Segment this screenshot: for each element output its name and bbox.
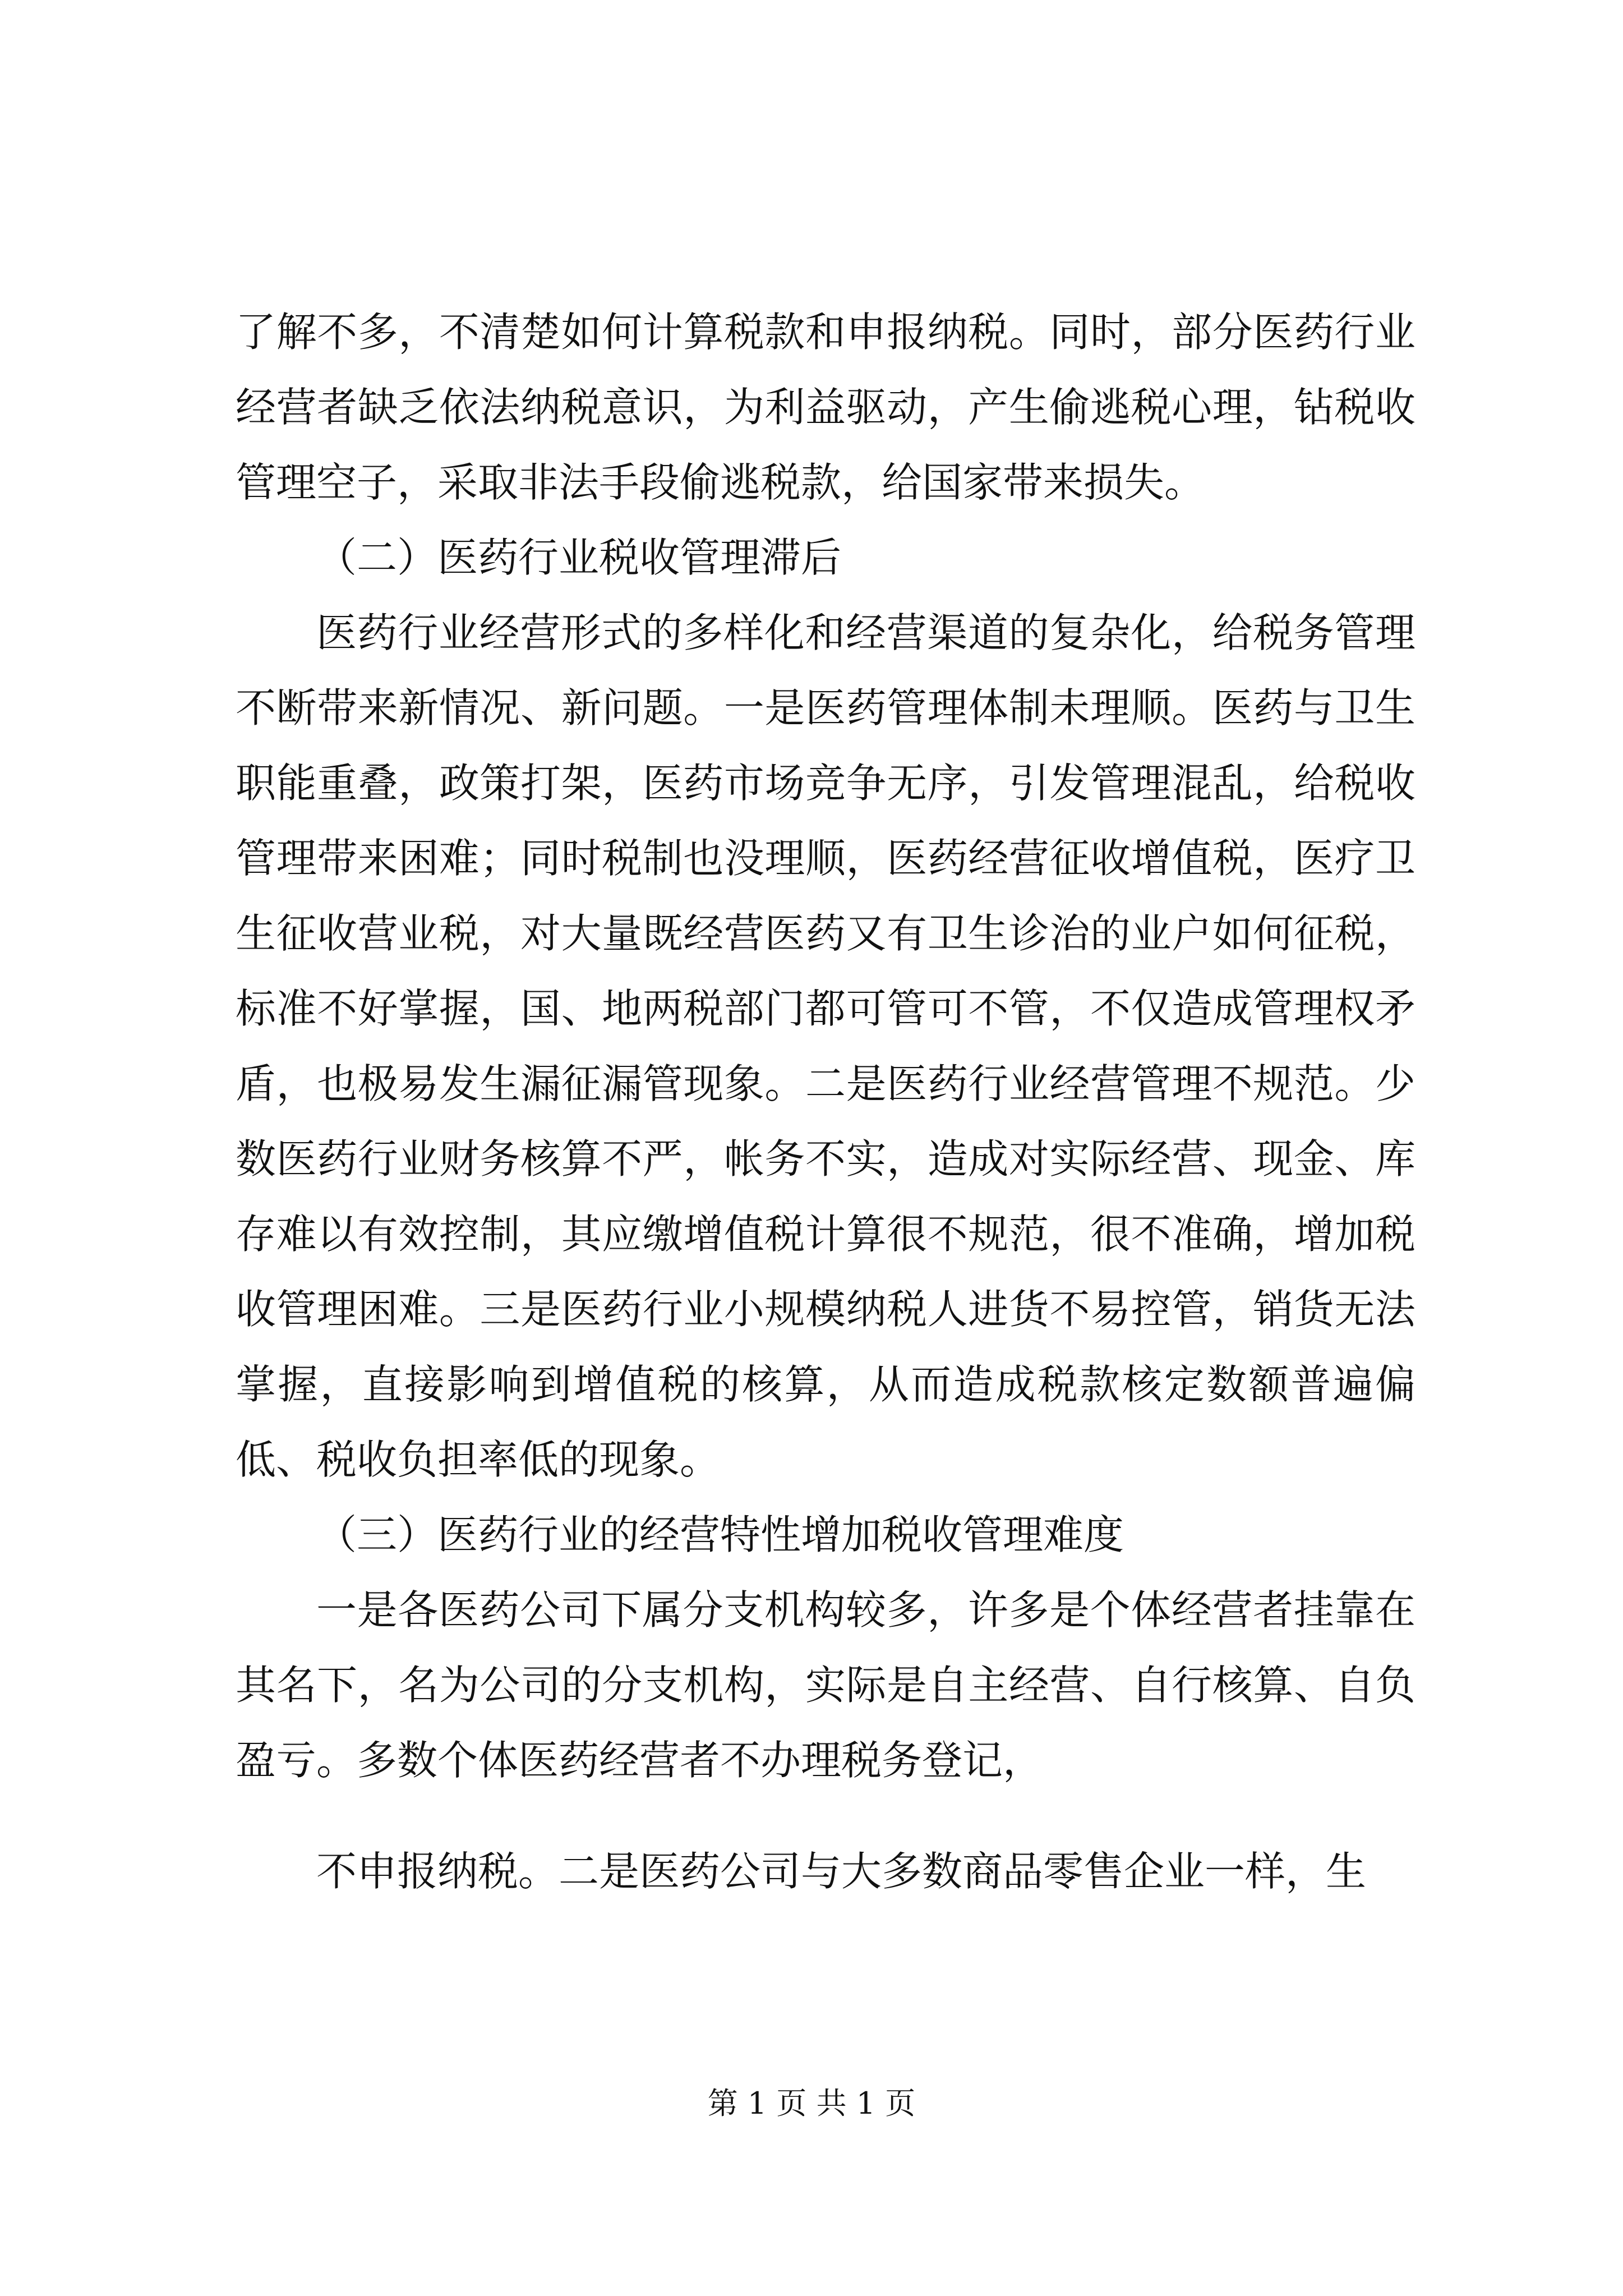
section-heading-3: （三）医药行业的经营特性增加税收管理难度 xyxy=(316,1511,1124,1558)
paragraph-4: 不申报纳税。二是医药公司与大多数商品零售企业一样，生 xyxy=(316,1848,1367,1895)
page-number-label: 第 1 页 共 1 页 xyxy=(707,2086,916,2121)
paragraph-3: 一是各医药公司下属分支机构较多，许多是个体经营者挂靠在其名下，名为公司的分支机构，实际是自主经营、自行核算、自负盈亏。多数个体医药经营者不办理税务登记， xyxy=(236,1586,1415,1784)
document-body xyxy=(236,295,1415,1909)
paragraph-1: 了解不多，不清楚如何计算税款和申报纳税。同时，部分医药行业经营者缺乏依法纳税意识，为利益驱动，产生偷逃税心理，钻税收管理空子，采取非法手段偷逃税款，给国家带来损失。 xyxy=(236,309,1415,506)
paragraph-2: 医药行业经营形式的多样化和经营渠道的复杂化，给税务管理不断带来新情况、新问题。一是医药管理体制未理顺。医药与卫生职能重叠，政策打架，医药市场竞争无序，引发管理混乱，给税收管理带来困难；同时税制也没理顺，医药经营征收增值税，医疗卫生征收营业税，对大量既经营医药又有卫生诊治的业户如何征税，标准不好掌握，国、地两税部门都可管可不管，不仅造成管理权矛盾，也极易发生漏征漏管现象。二是医药行业经营管理不规范。少数医药行业财务核算不严，帐务不实，造成对实际经营、现金、库存难以有效控制，其应缴增值税计算很不规范，很不准确，增加税收管理困难。三是医药行业小规模纳税人进货不易控管，销货无法掌握，直接影响到增值税的核算，从而造成税款核定数额普遍偏低、税收负担率低的现象。 xyxy=(236,609,1415,1483)
page-footer xyxy=(0,2084,1623,2123)
section-heading-2: （二）医药行业税收管理滞后 xyxy=(316,534,842,581)
